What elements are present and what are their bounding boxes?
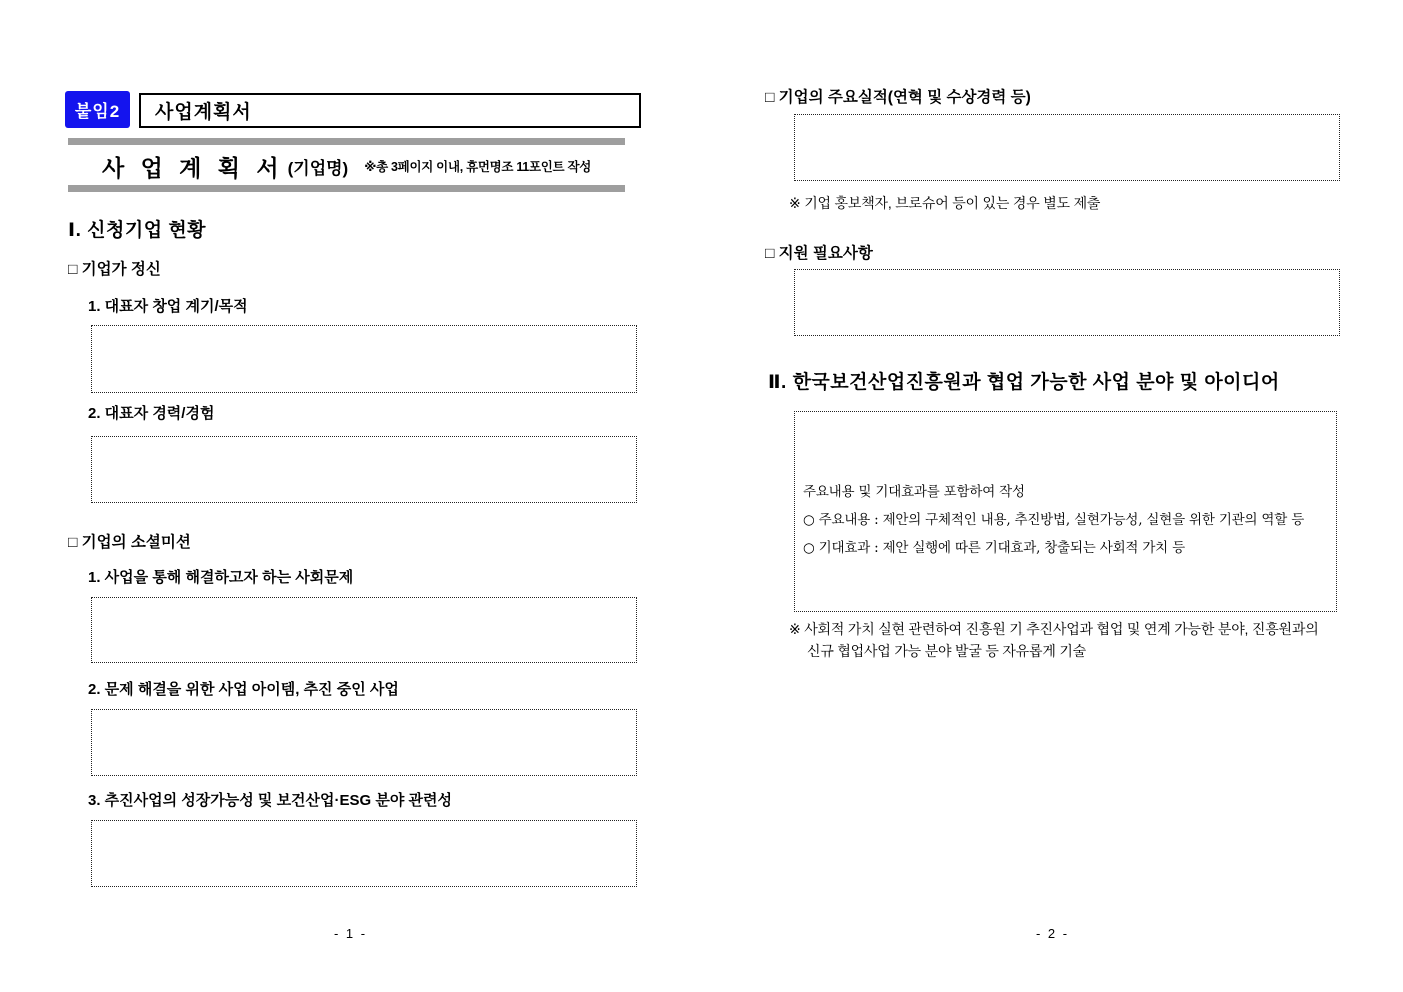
section-2-note [789, 619, 1349, 662]
item-business-item-label: 2. 문제 해결을 위한 사업 아이템, 추진 중인 사업 [88, 681, 399, 698]
entrepreneurship-title: □ 기업가 정신 [68, 261, 161, 278]
input-box-collaboration-idea[interactable] [794, 411, 1337, 612]
document-title: 사 업 계 획 서 [101, 154, 284, 181]
input-box-growth-potential[interactable] [91, 820, 637, 887]
section-1-title: Ⅰ. 신청기업 현황 [68, 220, 207, 241]
section-2-title: Ⅱ. 한국보건산업진흥원과 협업 가능한 사업 분야 및 아이디어 [768, 372, 1280, 393]
item-founding-motive-label: 1. 대표자 창업 계기/목적 [88, 298, 248, 315]
idea-guide-line: 주요내용 및 기대효과를 포함하여 작성 [803, 484, 1025, 500]
title-divider-bottom [68, 185, 625, 192]
input-box-business-item[interactable] [91, 709, 637, 776]
section-2-note-line-1: ※ 사회적 가치 실현 관련하여 진흥원 기 추진사업과 협업 및 연계 가능한 분야, 진흥원과의 [789, 621, 1319, 637]
social-mission-title: □ 기업의 소셜미션 [68, 534, 191, 551]
achievements-title: □ 기업의 주요실적(연혁 및 수상경력 등) [765, 89, 1031, 106]
input-box-ceo-career[interactable] [91, 436, 637, 503]
document-title-suffix: (기업명) [287, 158, 349, 178]
attachment-title-box [139, 93, 641, 128]
section-2-note-line-2: 신규 협업사업 가능 분야 발굴 등 자유롭게 기술 [807, 642, 1086, 659]
input-box-support-needs[interactable] [794, 269, 1340, 336]
document-title-row [68, 149, 625, 183]
document-title-note: ※총 3페이지 이내, 휴먼명조 11포인트 작성 [364, 160, 592, 174]
idea-expected-effect-line: ○ 기대효과 : 제안 실행에 따른 기대효과, 창출되는 사회적 가치 등 [803, 540, 1185, 556]
page-1-number: - 1 - [333, 926, 368, 941]
input-box-social-problem[interactable] [91, 597, 637, 663]
item-growth-potential-label: 3. 추진사업의 성장가능성 및 보건산업·ESG 분야 관련성 [88, 792, 452, 809]
item-ceo-career-label: 2. 대표자 경력/경험 [88, 405, 215, 422]
input-box-achievements[interactable] [794, 114, 1340, 181]
title-divider-top [68, 138, 625, 145]
idea-main-content-line: ○ 주요내용 : 제안의 구체적인 내용, 추진방법, 실현가능성, 실현을 위한 기관의 역할 등 [803, 512, 1305, 528]
support-needs-title: □ 지원 필요사항 [765, 245, 873, 262]
attachment-title-label: 사업계획서 [155, 102, 252, 123]
item-social-problem-label: 1. 사업을 통해 해결하고자 하는 사회문제 [88, 569, 354, 586]
achievements-note: ※ 기업 홍보책자, 브로슈어 등이 있는 경우 별도 제출 [789, 195, 1101, 211]
attachment-badge: 붙임2 [65, 91, 130, 128]
input-box-founding-motive[interactable] [91, 325, 637, 393]
page-2-number: - 2 - [1035, 926, 1070, 941]
